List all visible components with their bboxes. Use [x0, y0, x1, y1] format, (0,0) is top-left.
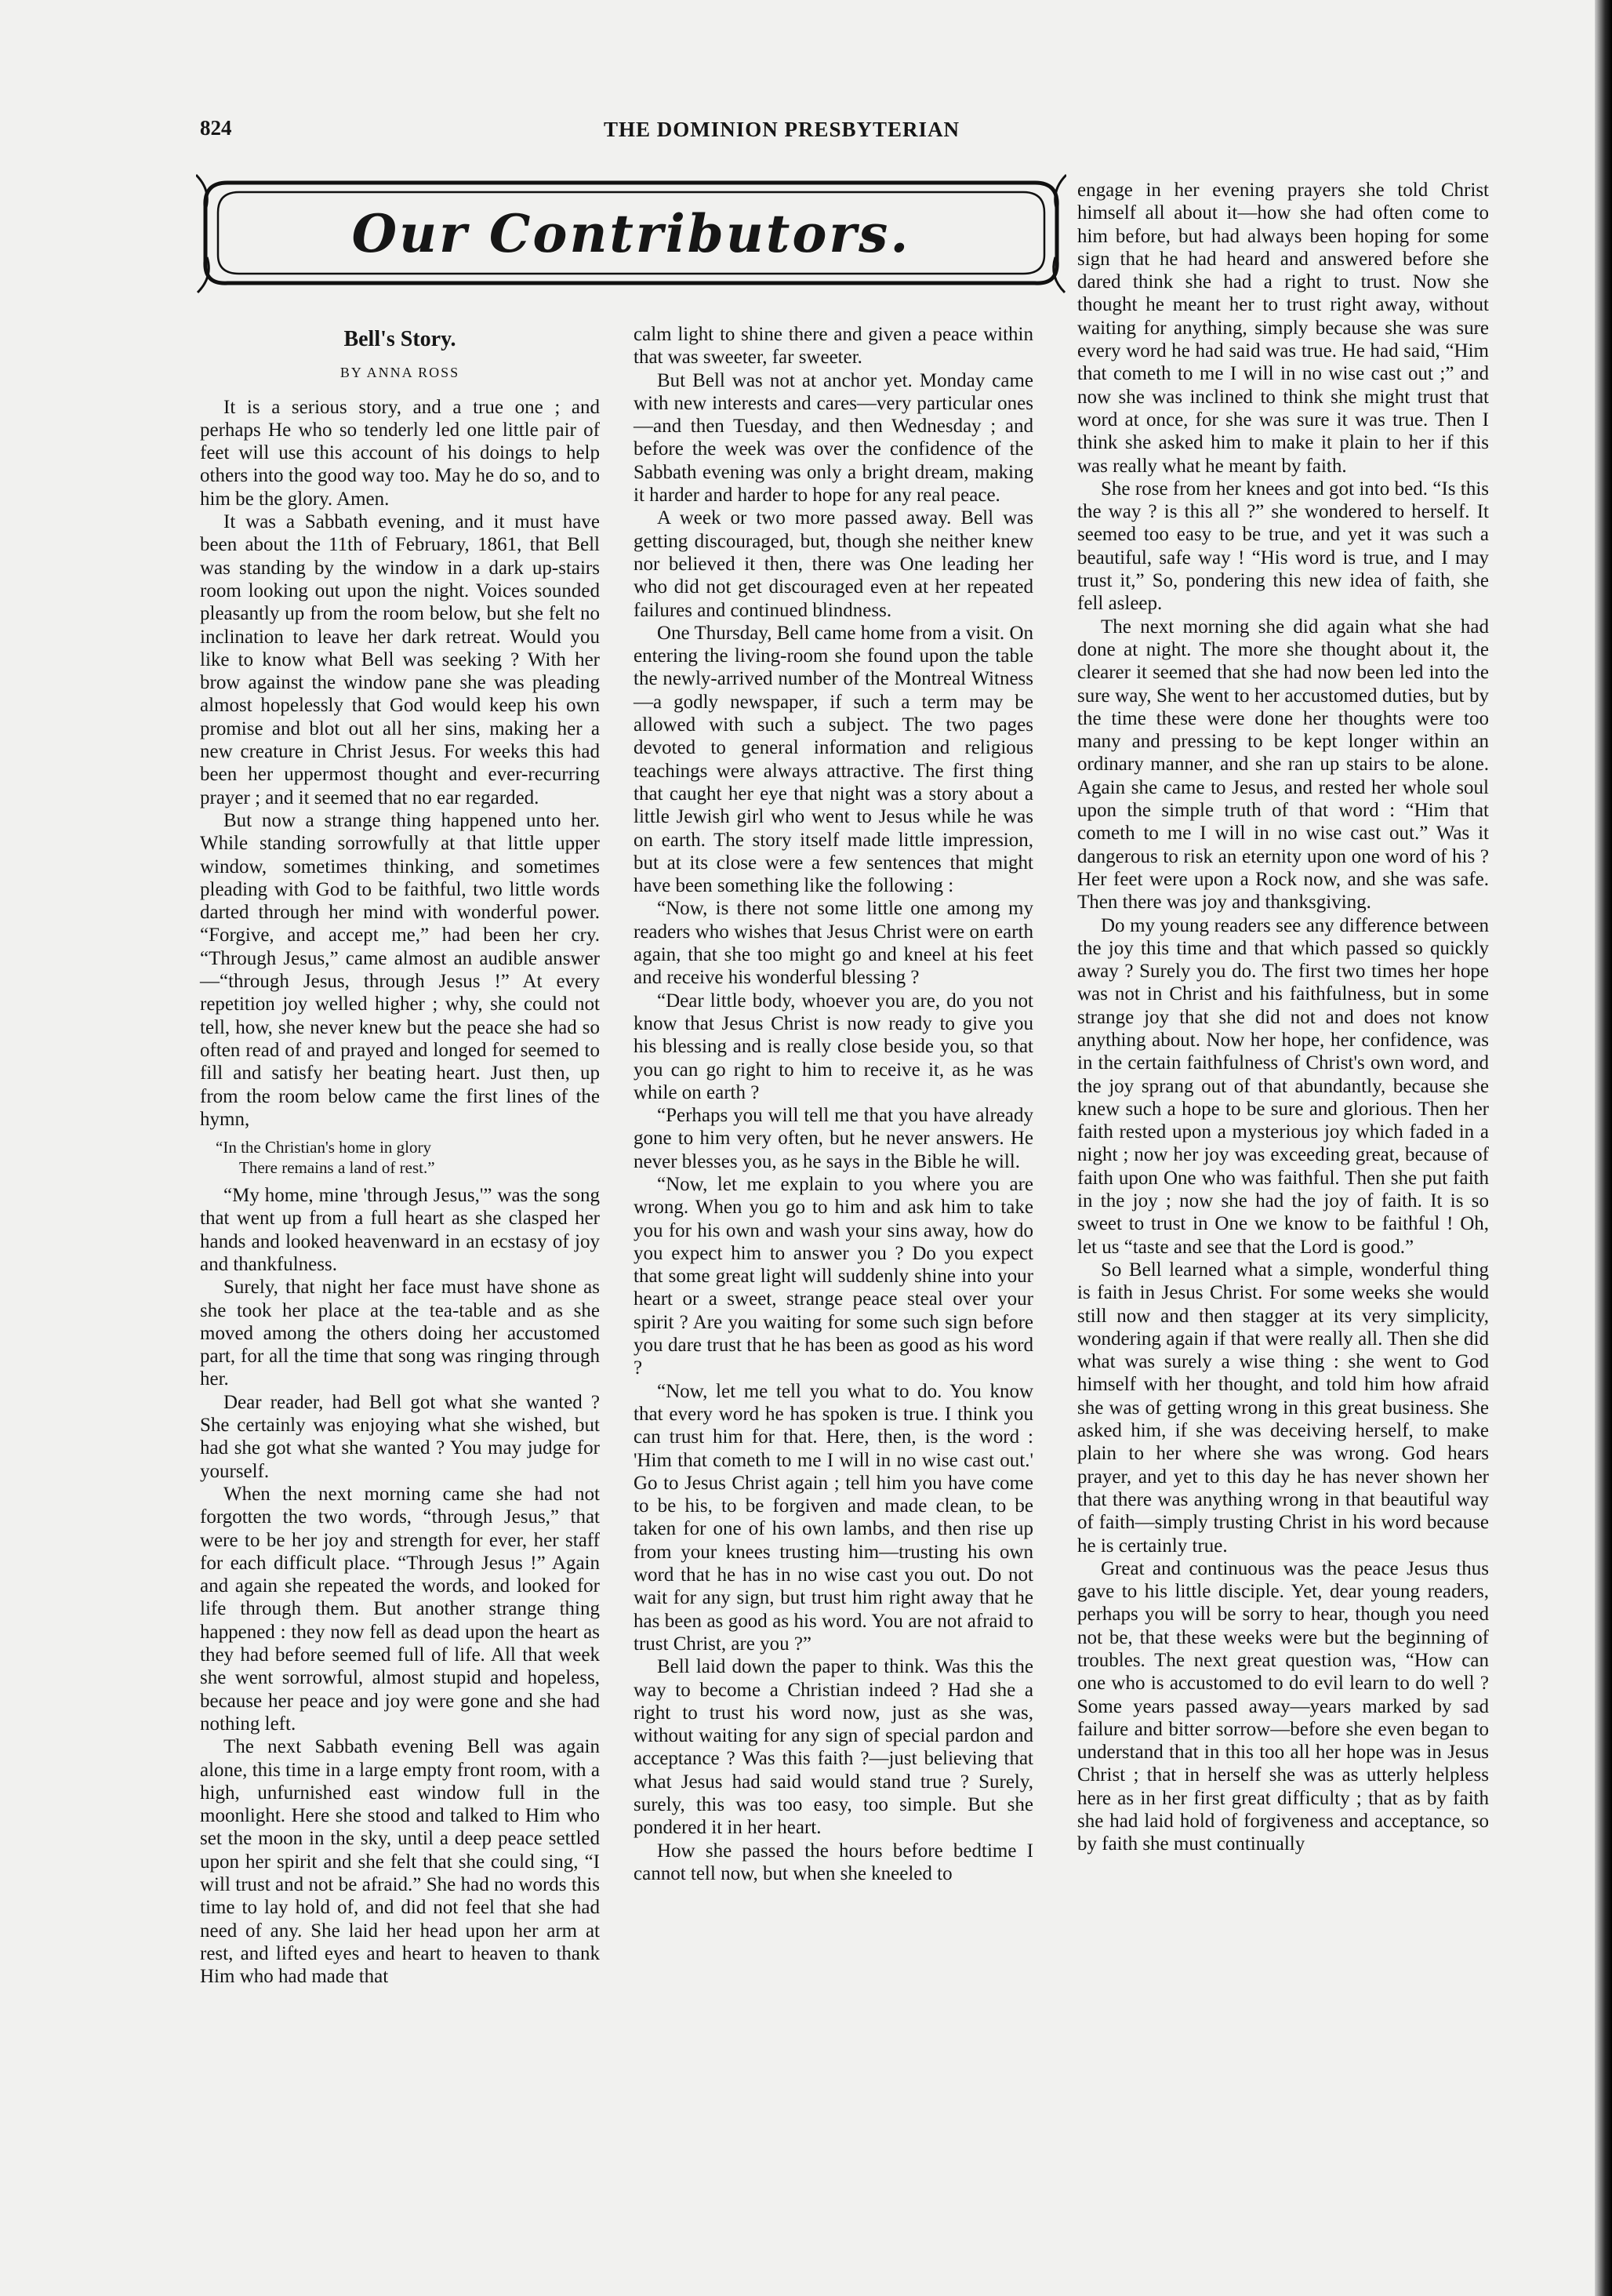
column-1	[200, 328, 600, 1988]
page-number: 824	[200, 116, 232, 140]
paragraph: “Now, is there not some little one among my readers who wishes that Jesus Christ were on earth again, that she too might go and kneel at his feet and receive his wonderful blessing ?	[634, 898, 1033, 989]
column-2	[634, 323, 1033, 1885]
hymn-quote	[200, 1137, 600, 1178]
section-title: Our Contributors.	[351, 203, 911, 264]
paragraph: “Now, let me explain to you where you are wrong. When you go to him and ask him to take you for his own and wash your sins away, how do you expect him to answer you ? Do you expect that some great light will suddenly shine into your heart or a sweet, strange peace steal over your spirit ? Are you waiting for some such sign before you dare trust that he has been as good as his word ?	[634, 1173, 1033, 1379]
paragraph: She rose from her knees and got into bed. “Is this the way ? is this all ?” she wondered to herself. It seemed too easy to be true, and yet it was such a beautiful, safe way ! “His word is true, and I may trust it,” So, pondering this new idea of faith, she fell asleep.	[1077, 478, 1489, 615]
paragraph: “Perhaps you will tell me that you have already gone to him very often, but he never answers. He never blesses you, as he says in the Bible he will.	[634, 1105, 1033, 1172]
paragraph: It is a serious story, and a true one ; and perhaps He who so tenderly led one little pair of feet will use this account of his doings to help others into the good way too. May he do so, and to him be the glory. Amen.	[200, 396, 600, 510]
page-header	[200, 116, 1043, 147]
paragraph: How she passed the hours before bedtime I cannot tell now, but when she kneeled to	[634, 1840, 1033, 1884]
paragraph: calm light to shine there and given a peace within that was sweeter, far sweeter.	[634, 324, 1033, 369]
paragraph: It was a Sabbath evening, and it must have been about the 11th of February, 1861, that Bell was standing by the window in a dark up-stairs room looking out upon the night. Voices sounded pleasantly up from the room below, but she felt no inclination to leave her dark retreat. Would you like to know what Bell was seeking ? With her brow against the window pane she was pleading almost hopelessly that God would keep his own promise and blot out all her sins, making her a new creature in Christ Jesus. For weeks this had been her uppermost thought and ever-recurring prayer ; and it seemed that no ear regarded.	[200, 511, 600, 808]
paragraph: Bell laid down the paper to think. Was this the way to become a Christian indeed ? Had she a right to trust his word now, just as she was, without waiting for any sign of special pardon and acceptance ? Was this faith ?—just believing that what Jesus had said would stand true ? Surely, surely, this was too easy, too simple. But she pondered it in her heart.	[634, 1656, 1033, 1839]
paragraph: Great and continuous was the peace Jesus thus gave to his little disciple. Yet, dear young readers, perhaps you will be sorry to hear, though you need not be, that these weeks were but the beginning of troubles. The next great question was, “How can one who is accustomed to do evil learn to do well ? Some years passed away—years marked by sad failure and bitter sorrow—before she even began to understand that in this too all her hope was in Jesus Christ ; that in herself she was as utterly helpless here as in her first great difficulty ; that as by faith she had laid hold of forgiveness and acceptance, so by faith she must continually	[1077, 1557, 1489, 1855]
page-edge-shadow	[1595, 0, 1612, 2296]
running-title: THE DOMINION PRESBYTERIAN	[604, 118, 960, 141]
paragraph: The next Sabbath evening Bell was again alone, this time in a large empty front room, with a high, unfurnished east window full in the moonlight. Here she stood and talked to Him who set the moon in the sky, until a deep peace settled upon her spirit and she felt that she could sing, “I will trust and not be afraid.” She had no words this time to lay hold of, and did not feel that she had need of any. She laid her head upon her arm at rest, and lifted eyes and heart to heaven to thank Him who had made that	[200, 1736, 600, 1988]
hymn-line: “In the Christian's home in glory	[216, 1138, 431, 1157]
paragraph: A week or two more passed away. Bell was getting discouraged, but, though she neither knew nor believed it then, there was One leading her who did not get discouraged even at her repeated failures and continued blindness.	[634, 507, 1033, 621]
hymn-line: There remains a land of rest.”	[239, 1158, 435, 1178]
story-title: Bell's Story.	[343, 327, 456, 351]
section-banner	[196, 167, 1066, 297]
paragraph: The next morning she did again what she had done at night. The more she thought about it, the clearer it seemed that she had now been led into the sure way, She went to her accustomed duties, but by the time these were done her thoughts were too many and pressing to be kept longer within an ordinary manner, and she ran up stairs to be alone. Again she came to Jesus, and rested her whole soul upon the simple truth of that word : “Him that cometh to me I will in no wise cast out.” Was it dangerous to risk an eternity upon one word of his ? Her feet were upon a Rock now, and she was safe. Then there was joy and thanksgiving.	[1077, 616, 1489, 914]
paragraph: Dear reader, had Bell got what she wanted ? She certainly was enjoying what she wished, but had she got what she wanted ? You may judge for yourself.	[200, 1391, 600, 1482]
paragraph: “Now, let me tell you what to do. You know that every word he has spoken is true. I think you can trust him for that. Here, then, is the word : 'Him that cometh to me I will in no wise cast out.' Go to Jesus Christ again ; tell him you have come to be his, to be forgiven and made clean, to be taken for one of his own lambs, and then rise up from your knees trusting him—trusting his own word that he has in no wise cast you out. Do not wait for any sign, but trust him right away that he has been as good as his word. You are not afraid to trust Christ, are you ?”	[634, 1380, 1033, 1655]
paragraph: engage in her evening prayers she told Christ himself all about it—how she had often come to him before, but had always been hoping for some sign that he had heard and answered before she dared think she had a right to trust. Now she thought he meant her to trust right away, without waiting for anything, simply because she was sure every word he had said was true. He had said, “Him that cometh to me I will in no wise cast out ;” and now she was inclined to think she might trust that word at once, for she was sure it was true. Then I think she asked him to make it plain to her if this was really what he meant by faith.	[1077, 180, 1489, 477]
paragraph: One Thursday, Bell came home from a visit. On entering the living-room she found upon the table the newly-arrived number of the Montreal Witness—a godly newspaper, if such a term may be allowed with such a subject. The two pages devoted to general information and religious teachings were always attractive. The first thing that caught her eye that night was a story about a little Jewish girl who went to Jesus while he was on earth. The story itself made little impression, but at its close were a few sentences that might have been something like the following :	[634, 622, 1033, 897]
paragraph: Do my young readers see any difference between the joy this time and that which passed so quickly away ? Surely you do. The first two times her hope was not in Christ and his faithfulness, but in some strange joy that she did not and does not know anything about. Now her hope, her confidence, was in the certain faithfulness of Christ's own word, and the joy sprang out of that abundantly, because she knew such a hope to be sure and glorious. Then her faith rested upon a mysterious joy which faded in a night ; now her joy was exceeding great, because of faith upon One who was faithful. Then she put faith in the joy ; now she had the joy of faith. It is so sweet to trust in One we know to be faithful ! Oh, let us “taste and see that the Lord is good.”	[1077, 914, 1489, 1258]
story-byline: BY ANNA ROSS	[339, 365, 460, 381]
column-3	[1077, 179, 1489, 1856]
paragraph: “My home, mine 'through Jesus,'” was the song that went up from a full heart as she clasped her hands and looked heavenward in an ecstasy of joy and thankfulness.	[200, 1185, 600, 1275]
paragraph: “Dear little body, whoever you are, do you not know that Jesus Christ is now ready to give you his blessing and is really close beside you, so that you can go right to him to receive it, as he was while on earth ?	[634, 990, 1033, 1103]
paragraph: When the next morning came she had not forgotten the two words, “through Jesus,” that were to be her joy and strength for ever, her staff for each difficult place. “Through Jesus !” Again and again she repeated the words, and looked for life through them. But another strange thing happened : they now fell as dead upon the heart as they had before seemed full of life. All that week she went sorrowful, almost stupid and hopeless, because her peace and joy were gone and she had nothing left.	[200, 1483, 600, 1735]
paragraph: Surely, that night her face must have shone as she took her place at the tea-table and as she moved among the others doing her accustomed part, for all the time that song was ringing through her.	[200, 1277, 600, 1390]
paragraph: But now a strange thing happened unto her. While standing sorrowfully at that little upper window, sometimes thinking, and sometimes pleading with God to be faithful, two little words darted through her mind with wonderful power. “Forgive, and accept me,” had been her cry. “Through Jesus,” came almost an audible answer—“through Jesus, through Jesus !” At every repetition joy welled higher ; why, she could not tell, how, she never knew but the peace she had so often read of and prayed and longed for seemed to fill and satisfy her beating heart. Just then, up from the room below came the first lines of the hymn,	[200, 809, 600, 1130]
paragraph: So Bell learned what a simple, wonderful thing is faith in Jesus Christ. For some weeks she would still now and then stagger at its very simplicity, wondering again if that were really all. Then she did what was surely a wise thing : she went to God himself with her thought, and told him how afraid she was of getting wrong in this great business. She asked him, if she was deceiving herself, to make plain to her where she was wrong. God hears prayer, and yet to this day he has never shown her that there was anything wrong in that beautiful way of faith—simply trusting Christ in his word because he is certainly true.	[1077, 1259, 1489, 1557]
paragraph: But Bell was not at anchor yet. Monday came with new interests and cares—very particular ones—and then Tuesday, and then Wednesday ; and before the week was over the confidence of the Sabbath evening was only a bright dream, making it harder and harder to hope for any real peace.	[634, 369, 1033, 507]
